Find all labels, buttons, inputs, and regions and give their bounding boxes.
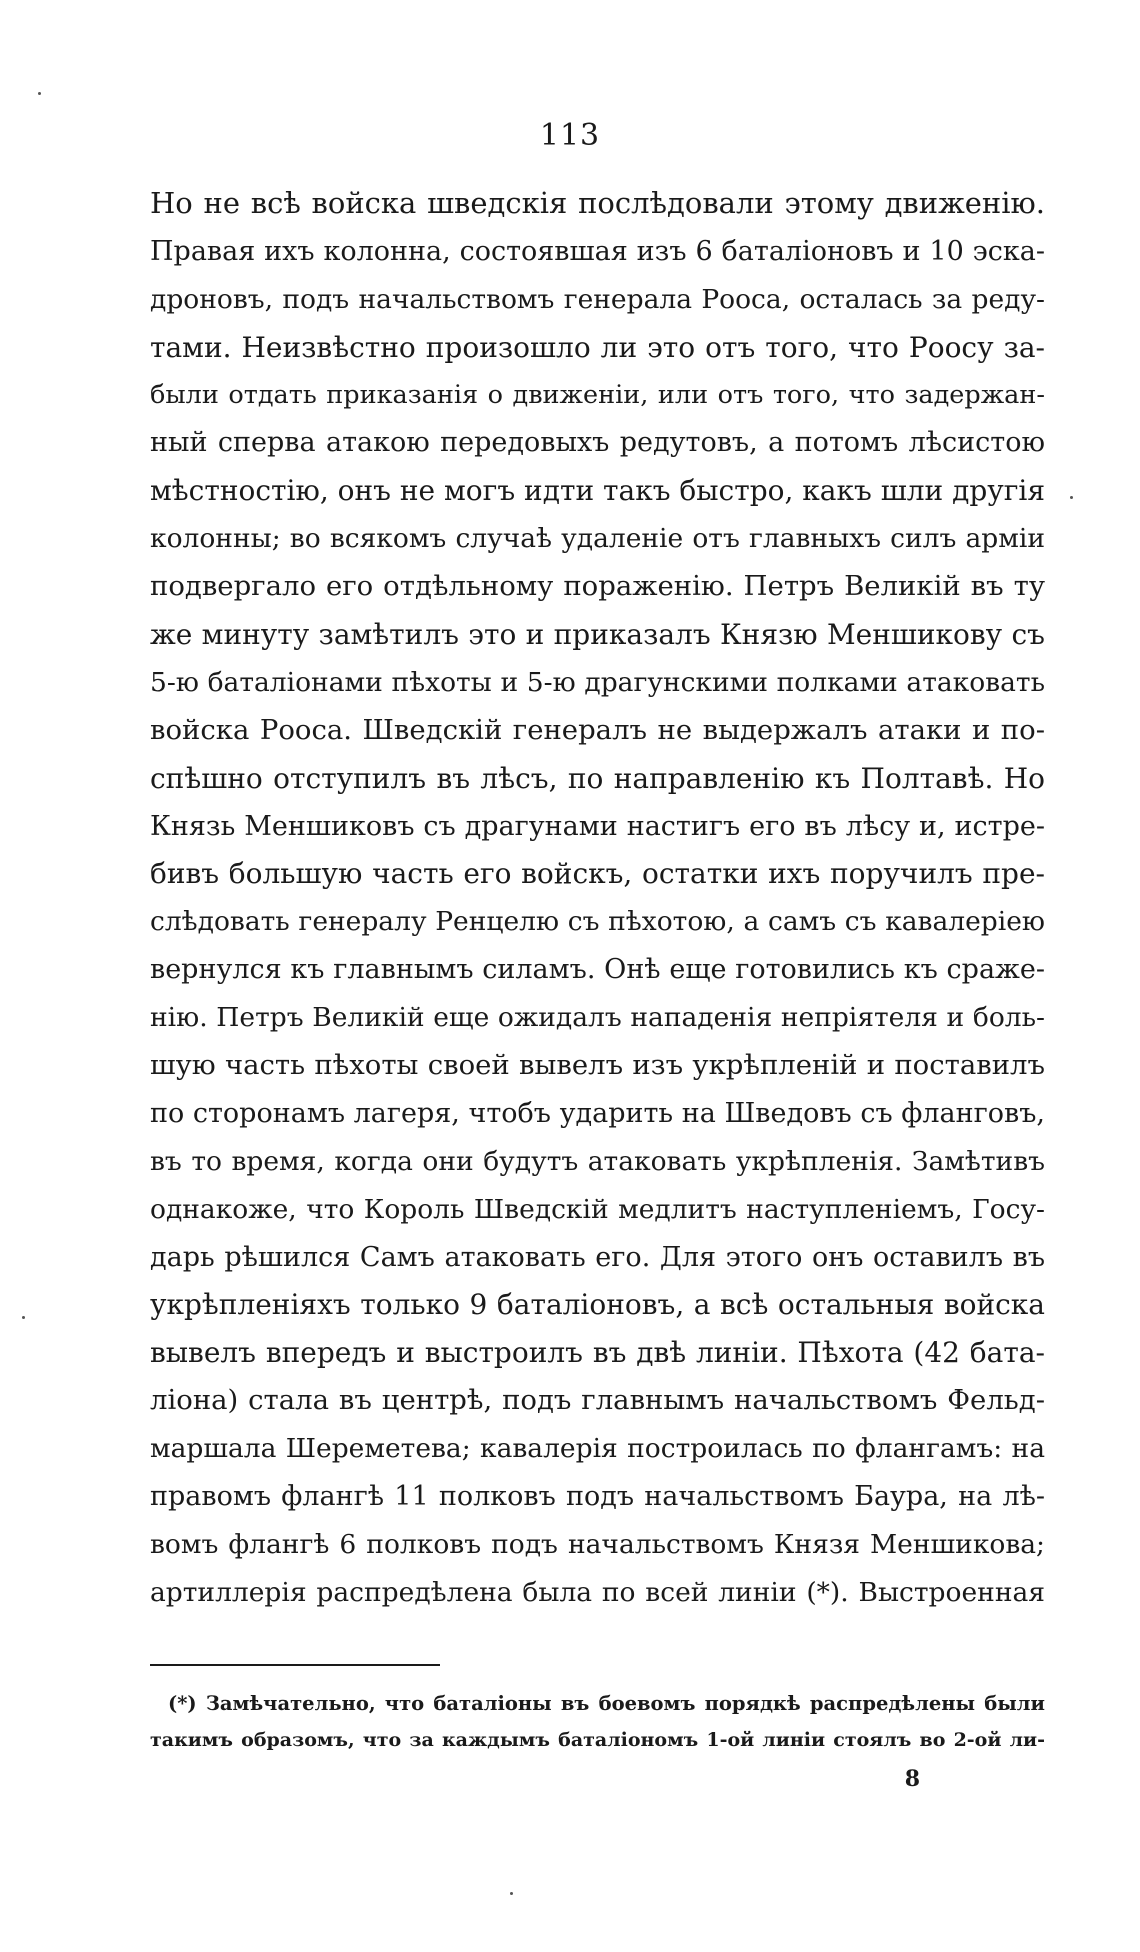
paper-speck — [510, 1892, 513, 1895]
text-line: тами. Неизвѣстно произошло ли это отъ того, что Роосу за- — [150, 330, 1045, 364]
page-number: 113 — [539, 118, 601, 153]
text-line: ліона) стала въ центрѣ, подъ главнымъ начальствомъ Фельд- — [150, 1384, 1045, 1417]
text-line: колонны; во всякомъ случаѣ удаленіе отъ главныхъ силъ арміи — [150, 523, 1045, 555]
text-line: шую часть пѣхоты своей вывелъ изъ укрѣпленій и поставилъ — [150, 1049, 1045, 1082]
paper-speck — [1070, 496, 1073, 499]
text-line: мѣстностію, онъ не могъ идти такъ быстро, какъ шли другія — [150, 474, 1045, 508]
text-line: въ то время, когда они будутъ атаковать укрѣпленія. Замѣтивъ — [150, 1145, 1045, 1177]
text-line: вернулся къ главнымъ силамъ. Онѣ еще готовились къ сраже- — [150, 954, 1045, 986]
footnote-line: такимъ образомъ, что за каждымъ баталіономъ 1-ой линіи стоялъ во 2-ой ли- — [150, 1729, 1045, 1751]
text-line: маршала Шереметева; кавалерія построилась по флангамъ: на — [150, 1433, 1045, 1465]
text-line: правомъ флангѣ 11 полковъ подъ начальствомъ Баура, на лѣ- — [150, 1481, 1045, 1513]
text-line: бивъ большую часть его войскъ, остатки ихъ поручилъ пре- — [150, 857, 1045, 891]
text-line: Князь Меншиковъ съ драгунами настигъ его въ лѣсу и, истре- — [150, 810, 1045, 842]
text-line: артиллерія распредѣлена была по всей линіи (*). Выстроенная — [150, 1576, 1045, 1608]
text-line: войска Рооса. Шведскій генералъ не выдержалъ атаки и по- — [150, 713, 1045, 746]
paper-speck — [38, 92, 41, 95]
text-line: дроновъ, подъ начальствомъ генерала Рооса, осталась за реду- — [150, 283, 1045, 315]
text-line: вывелъ впередъ и выстроилъ въ двѣ линіи. Пѣхота (42 бата- — [150, 1336, 1045, 1370]
text-line: подвергало его отдѣльному пораженію. Петръ Великій въ ту — [150, 570, 1045, 603]
text-line: по сторонамъ лагеря, чтобъ ударить на Шведовъ съ фланговъ, — [150, 1097, 1045, 1129]
text-line: Правая ихъ колонна, состоявшая изъ 6 баталіоновъ и 10 эска- — [150, 235, 1045, 267]
text-line: Но не всѣ войска шведскія послѣдовали этому движенію. — [150, 186, 1045, 220]
text-line: дарь рѣшился Самъ атаковать его. Для этого онъ оставилъ въ — [150, 1241, 1045, 1273]
footnote — [150, 1686, 1045, 1758]
signature-mark: 8 — [904, 1766, 920, 1792]
text-line: вомъ флангѣ 6 полковъ подъ начальствомъ Князя Меншикова; — [150, 1528, 1045, 1560]
text-line: ный сперва атакою передовыхъ редутовъ, а потомъ лѣсистою — [150, 427, 1045, 459]
body-text — [150, 180, 1045, 1617]
text-line: слѣдовать генералу Ренцелю съ пѣхотою, а самъ съ кавалеріею — [150, 906, 1045, 938]
footnote-line: (*) Замѣчательно, что баталіоны въ боевомъ порядкѣ распредѣлены были — [168, 1692, 1045, 1715]
text-line: же минуту замѣтилъ это и приказалъ Князю Меншикову съ — [150, 618, 1045, 652]
footnote-divider — [150, 1664, 440, 1666]
paper-speck — [22, 1316, 25, 1319]
text-line: нію. Петръ Великій еще ожидалъ нападенія непріятеля и боль- — [150, 1002, 1045, 1034]
text-line: были отдать приказанія о движеніи, или отъ того, что задержан- — [150, 379, 1045, 410]
text-line: укрѣпленіяхъ только 9 баталіоновъ, а всѣ остальныя войска — [150, 1288, 1045, 1322]
text-line: спѣшно отступилъ въ лѣсъ, по направленію къ Полтавѣ. Но — [150, 761, 1045, 795]
text-line: 5-ю баталіонами пѣхоты и 5-ю драгунскими полками атаковать — [150, 666, 1045, 698]
text-line: однакоже, что Король Шведскій медлитъ наступленіемъ, Госу- — [150, 1193, 1045, 1225]
